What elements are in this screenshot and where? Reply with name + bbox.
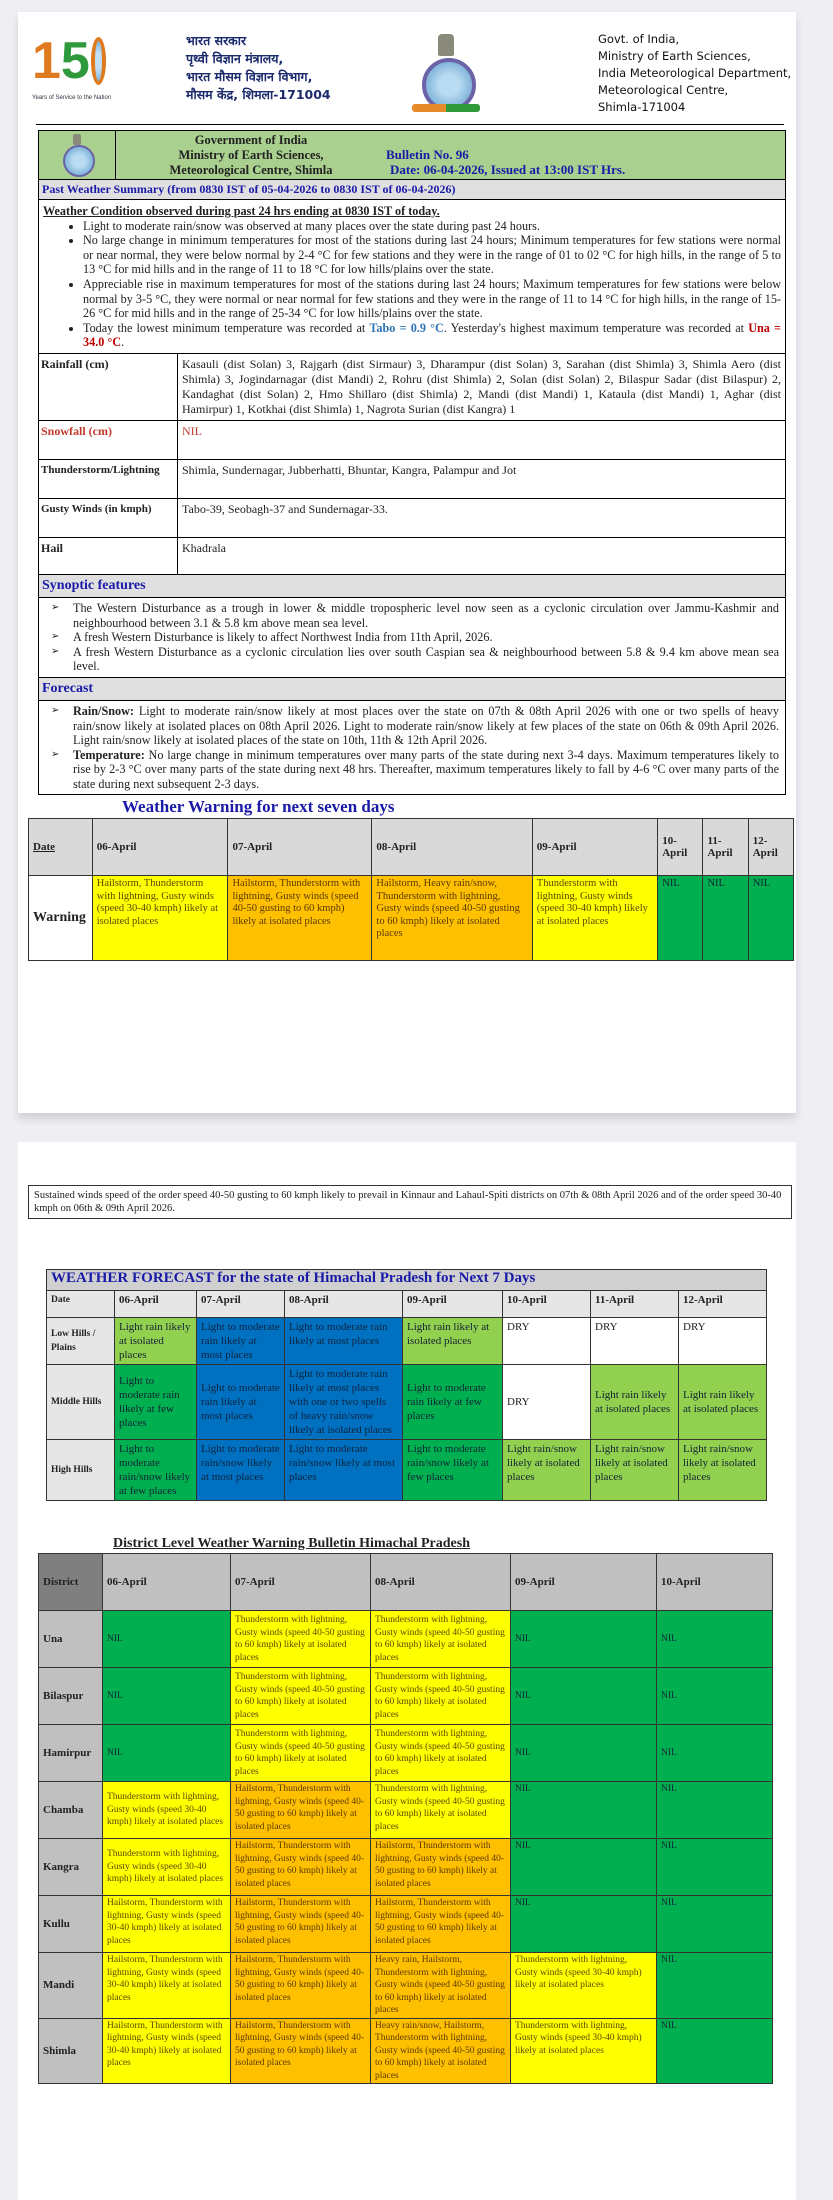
district-warning-cell: Hailstorm, Thunderstorm with lightning, Gusty winds (speed 40-50 gusting to 60 kmph) likely at isolated places (231, 2018, 371, 2084)
synoptic-heading: Synoptic features (39, 574, 785, 598)
district-warning-cell: NIL (657, 1896, 773, 1953)
district-warning-cell: Heavy rain, Hailstorm, Thunderstorm with lightning, Gusty winds (speed 40-50 gusting to 60 kmph) likely at isolated places (371, 1953, 511, 2019)
district-warning-cell: NIL (103, 1611, 231, 1668)
warning-cell: Hailstorm, Thunderstorm with lightning, Gusty winds (speed 30-40 kmph) likely at isolated places (92, 876, 228, 961)
district-warning-cell: NIL (103, 1725, 231, 1782)
english-line: India Meteorological Department, (598, 66, 792, 80)
forecast-row (47, 1440, 767, 1501)
district-warning-cell: NIL (511, 1725, 657, 1782)
forecast-cell: Light to moderate rain likely at most places (197, 1365, 285, 1440)
district-name: Bilaspur (39, 1668, 103, 1725)
forecast-cell: Light to moderate rain/snow likely at few places (403, 1440, 503, 1501)
district-warning-cell: NIL (511, 1782, 657, 1839)
obs-text: Today the lowest minimum temperature was recorded at (83, 320, 370, 335)
district-warning-cell: Thunderstorm with lightning, Gusty winds (speed 30-40 kmph) likely at isolated places (511, 1953, 657, 2019)
day-header: 10-April (657, 1554, 773, 1611)
imd-emblem-icon (406, 34, 486, 116)
day-header: 09-April (511, 1554, 657, 1611)
forecast-cell: Light to moderate rain likely at most places with one or two spells of heavy rain/snow likely at isolated places (285, 1365, 403, 1440)
forecast-heading: Forecast (39, 677, 785, 701)
observation-item: • Light to moderate rain/snow was observed at many places over the state during past 24 hours. (83, 219, 781, 234)
district-row (39, 1668, 773, 1725)
temperature-text: No large change in minimum temperatures over many parts of the state during next 3-4 days. Maximum temperatures likely to rise by 2-3 °C over many parts of the state during next 48 hrs. Thereafter, maximum temperatures likely to fall by 4-6 °C over many parts of the state during next subsequent 2-3 days. (73, 747, 779, 791)
district-row (39, 1839, 773, 1896)
district-row (39, 1953, 773, 2019)
district-warning-cell: Hailstorm, Thunderstorm with lightning, Gusty winds (speed 40-50 gusting to 60 kmph) likely at isolated places (231, 1896, 371, 1953)
district-row (39, 1725, 773, 1782)
warning-cell: Thunderstorm with lightning, Gusty winds (speed 30-40 kmph) likely at isolated places (532, 876, 657, 961)
forecast-table-title: WEATHER FORECAST for the state of Himachal Pradesh for Next 7 Days (47, 1270, 767, 1291)
english-line: Ministry of Earth Sciences, (598, 49, 751, 63)
forecast-row (47, 1318, 767, 1365)
district-name: Chamba (39, 1782, 103, 1839)
seven-day-forecast-table (46, 1269, 767, 1501)
forecast-cell: DRY (503, 1318, 591, 1365)
warning-row (29, 876, 794, 961)
district-name: Una (39, 1611, 103, 1668)
day-header: 10-April (658, 819, 703, 876)
day-header: 06-April (103, 1554, 231, 1611)
issuer-line: Government of India (194, 133, 308, 147)
seven-day-warning-table (28, 818, 794, 961)
sustained-winds-note: Sustained winds speed of the order speed 40-50 gusting to 60 kmph likely to prevail in Kinnaur and Lahaul-Spiti districts on 07th & 08th April 2026 and of the order speed 30-40 kmph on 06th & 09th April 2026. (28, 1185, 792, 1219)
forecast-temperature (73, 748, 779, 792)
forecast-cell: Light to moderate rain likely at most places (197, 1318, 285, 1365)
warning-cell: Hailstorm, Heavy rain/snow, Thunderstorm with lightning, Gusty winds (speed 40-50 gusting to 60 kmph) likely at isolated places (372, 876, 532, 961)
district-header-row (39, 1554, 773, 1611)
district-warning-cell: Thunderstorm with lightning, Gusty winds (speed 40-50 gusting to 60 kmph) likely at isolated places (371, 1782, 511, 1839)
district-warning-cell: Heavy rain/snow, Hailstorm, Thunderstorm with lightning, Gusty winds (speed 40-50 gusting to 60 kmph) likely at isolated places (371, 2018, 511, 2084)
thunderstorm-label: Thunderstorm/Lightning (39, 460, 178, 498)
obs-text: . Yesterday's highest maximum temperature was recorded at (443, 320, 749, 335)
district-warning-cell: Thunderstorm with lightning, Gusty winds (speed 40-50 gusting to 60 kmph) likely at isolated places (371, 1725, 511, 1782)
gusty-winds-value: Tabo-39, Seobagh-37 and Sundernagar-33. (182, 501, 388, 516)
english-line: Govt. of India, (598, 32, 680, 46)
district-warning-cell: Hailstorm, Thunderstorm with lightning, Gusty winds (speed 30-40 kmph) likely at isolated places (103, 1896, 231, 1953)
district-warning-cell: Thunderstorm with lightning, Gusty winds (speed 40-50 gusting to 60 kmph) likely at isolated places (231, 1668, 371, 1725)
district-name: Hamirpur (39, 1725, 103, 1782)
date-header: Date (47, 1291, 115, 1318)
english-line: Shimla-171004 (598, 100, 686, 114)
day-header: 10-April (503, 1291, 591, 1318)
region-label: High Hills (47, 1440, 115, 1501)
district-warning-cell: Thunderstorm with lightning, Gusty winds (speed 30-40 kmph) likely at isolated places (103, 1782, 231, 1839)
district-row (39, 2018, 773, 2084)
forecast-cell: DRY (679, 1318, 767, 1365)
observation-item: • No large change in minimum temperatures for most of the stations during last 24 hours; Minimum temperatures for few stations were normal or near normal, they were below normal by 2-4 °C for few stations and they were in the range of 01 to 02 °C for high hills, in the range of 5 to 13 °C for mid hills and in the range of 11 to 18 °C for low hills/plains over the state. (83, 233, 781, 277)
hindi-line: भारत मौसम विज्ञान विभाग, (186, 69, 313, 84)
observation-item (83, 321, 781, 350)
district-warning-cell: Thunderstorm with lightning, Gusty winds (speed 40-50 gusting to 60 kmph) likely at isolated places (231, 1611, 371, 1668)
hail-value: Khadrala (182, 540, 226, 555)
hindi-line: पृथ्वी विज्ञान मंत्रालय, (186, 51, 284, 66)
day-header: 12-April (679, 1291, 767, 1318)
district-warning-title: District Level Weather Warning Bulletin Himachal Pradesh (113, 1536, 470, 1551)
bulletin-number: Bulletin No. 96 (386, 147, 469, 162)
district-warning-cell: NIL (657, 1668, 773, 1725)
observations (39, 200, 785, 353)
forecast-cell: Light rain/snow likely at isolated places (679, 1440, 767, 1501)
logo-tagline: Years of Service to the Nation (32, 95, 112, 101)
english-address (598, 31, 791, 116)
day-header: 06-April (92, 819, 228, 876)
forecast-cell: Light to moderate rain likely at few places (115, 1365, 197, 1440)
rainfall-label: Rainfall (cm) (39, 354, 178, 420)
snowfall-label: Snowfall (cm) (39, 421, 178, 459)
district-warning-cell: Hailstorm, Thunderstorm with lightning, Gusty winds (speed 30-40 kmph) likely at isolated places (103, 2018, 231, 2084)
warning-cell: NIL (658, 876, 703, 961)
date-header: Date (29, 819, 93, 876)
bulletin-date: Date: 06-04-2026, Issued at 13:00 IST Hrs. (390, 162, 626, 177)
warning-cell: NIL (703, 876, 748, 961)
warning-cell: NIL (748, 876, 793, 961)
district-name: Kullu (39, 1896, 103, 1953)
hindi-address (186, 32, 331, 104)
forecast-cell: Light rain/snow likely at isolated places (503, 1440, 591, 1501)
district-header: District (39, 1554, 103, 1611)
district-warning-cell: Hailstorm, Thunderstorm with lightning, Gusty winds (speed 40-50 gusting to 60 kmph) likely at isolated places (231, 1782, 371, 1839)
hindi-line: मौसम केंद्र, शिमला-171004 (186, 87, 331, 102)
snowfall-value: NIL (182, 423, 202, 438)
bulletin-issuer (116, 131, 386, 179)
rainfall-value: Kasauli (dist Solan) 3, Rajgarh (dist Sirmaur) 3, Dharampur (dist Solan) 3, Sarahan (dist Shimla) 3, Shimla Aero (dist Shimla) 3, Jogindarnagar (dist Mandi) 2, Rohru (dist Shimla) 2, Solan (dist Solan) 2, Bilaspur Sadar (dist Bilaspur) 2, Kandaghat (dist Solan) 2, Hmo Shillaro (dist Shimla) 2, Mandi (dist Mandi) 1, Kataula (dist Mandi) 1, Aghar (dist Hamirpur) 1, Kotkhai (dist Shimla) 1, Nagrota Surian (dist Kangra) 1 (182, 356, 781, 416)
snowfall-row (39, 420, 785, 459)
forecast-cell: Light rain/snow likely at isolated places (591, 1440, 679, 1501)
day-header: 12-April (748, 819, 793, 876)
issuer-line: Meteorological Centre, Shimla (169, 163, 333, 177)
hindi-line: भारत सरकार (186, 33, 247, 48)
district-warning-cell: NIL (103, 1668, 231, 1725)
hail-row (39, 537, 785, 574)
thunderstorm-value: Shimla, Sundernagar, Jubberhatti, Bhuntar, Kangra, Palampur and Jot (182, 462, 517, 477)
imd-150-years-logo-icon: 1 5 Years of Service to the Nation (32, 32, 112, 101)
region-label: Middle Hills (47, 1365, 115, 1440)
rainfall-row (39, 353, 785, 420)
district-warning-cell: Hailstorm, Thunderstorm with lightning, Gusty winds (speed 30-40 kmph) likely at isolated places (103, 1953, 231, 2019)
district-warning-cell: NIL (657, 1839, 773, 1896)
synoptic-list (39, 598, 785, 677)
region-label: Low Hills / Plains (47, 1318, 115, 1365)
district-row (39, 1896, 773, 1953)
rain-snow-label: Rain/Snow: (73, 703, 134, 718)
forecast-rain-snow (73, 704, 779, 748)
day-header: 08-April (285, 1291, 403, 1318)
district-warning-cell: NIL (657, 1725, 773, 1782)
synoptic-item: ➢ The Western Disturbance as a trough in lower & middle tropospheric level now seen as a cyclonic circulation over Jammu-Kashmir and neighbourhood between 3.1 & 5.8 km above mean sea level. (73, 601, 779, 630)
district-name: Kangra (39, 1839, 103, 1896)
district-warning-cell: Thunderstorm with lightning, Gusty winds (speed 40-50 gusting to 60 kmph) likely at isolated places (371, 1668, 511, 1725)
synoptic-item: ➢ A fresh Western Disturbance as a cyclonic circulation lies over south Caspian sea & neighbourhood between 5.8 & 9.4 km above mean sea level. (73, 645, 779, 674)
header-divider (36, 124, 784, 125)
district-warning-table (38, 1553, 773, 2084)
bulletin-box (38, 130, 786, 795)
bulletin-page-1 (18, 12, 796, 1113)
district-warning-cell: NIL (511, 1668, 657, 1725)
observations-title: Weather Condition observed during past 24 hrs ending at 0830 IST of today. (43, 204, 440, 218)
district-warning-cell: NIL (657, 2018, 773, 2084)
district-warning-cell: Thunderstorm with lightning, Gusty winds (speed 40-50 gusting to 60 kmph) likely at isolated places (371, 1611, 511, 1668)
lowest-min-temp: Tabo = 0.9 °C (369, 320, 444, 335)
district-warning-cell: NIL (511, 1839, 657, 1896)
day-header: 09-April (532, 819, 657, 876)
district-warning-cell: Hailstorm, Thunderstorm with lightning, Gusty winds (speed 40-50 gusting to 60 kmph) likely at isolated places (371, 1896, 511, 1953)
day-header: 11-April (591, 1291, 679, 1318)
district-warning-cell: Hailstorm, Thunderstorm with lightning, Gusty winds (speed 40-50 gusting to 60 kmph) likely at isolated places (231, 1953, 371, 2019)
forecast-cell: Light to moderate rain likely at most places (285, 1318, 403, 1365)
district-warning-cell: NIL (657, 1611, 773, 1668)
district-warning-cell: NIL (511, 1611, 657, 1668)
hail-label: Hail (39, 538, 178, 574)
forecast-cell: DRY (591, 1318, 679, 1365)
district-warning-cell: Thunderstorm with lightning, Gusty winds (speed 40-50 gusting to 60 kmph) likely at isolated places (231, 1725, 371, 1782)
district-name: Mandi (39, 1953, 103, 2019)
forecast-cell: Light to moderate rain/snow likely at few places (115, 1440, 197, 1501)
bulletin-header (39, 131, 785, 180)
bulletin-meta (386, 131, 785, 179)
district-warning-cell: Thunderstorm with lightning, Gusty winds (speed 30-40 kmph) likely at isolated places (511, 2018, 657, 2084)
district-name: Shimla (39, 2018, 103, 2084)
thunderstorm-row (39, 459, 785, 498)
day-header: 07-April (231, 1554, 371, 1611)
warning-header-row (29, 819, 794, 876)
english-line: Meteorological Centre, (598, 83, 729, 97)
day-header: 07-April (228, 819, 372, 876)
forecast-cell: Light to moderate rain likely at few places (403, 1365, 503, 1440)
day-header: 07-April (197, 1291, 285, 1318)
warning-row-label: Warning (29, 876, 93, 961)
issuer-line: Ministry of Earth Sciences, (178, 148, 324, 162)
forecast-cell: Light to moderate rain/snow likely at most places (197, 1440, 285, 1501)
synoptic-item: ➢ A fresh Western Disturbance is likely to affect Northwest India from 11th April, 2026. (73, 630, 779, 645)
forecast-cell: Light rain likely at isolated places (679, 1365, 767, 1440)
district-warning-cell: NIL (657, 1782, 773, 1839)
district-row (39, 1782, 773, 1839)
bulletin-page-2 (18, 1142, 796, 2200)
forecast-cell: Light rain likely at isolated places (403, 1318, 503, 1365)
district-warning-cell: NIL (657, 1953, 773, 2019)
day-header: 06-April (115, 1291, 197, 1318)
district-warning-cell: Hailstorm, Thunderstorm with lightning, Gusty winds (speed 40-50 gusting to 60 kmph) likely at isolated places (231, 1839, 371, 1896)
forecast-cell: Light rain likely at isolated places (591, 1365, 679, 1440)
district-warning-cell: Hailstorm, Thunderstorm with lightning, Gusty winds (speed 40-50 gusting to 60 kmph) likely at isolated places (371, 1839, 511, 1896)
seven-day-warning-title: Weather Warning for next seven days (122, 797, 395, 817)
day-header: 08-April (372, 819, 532, 876)
letterhead (18, 12, 796, 124)
gusty-winds-row (39, 498, 785, 537)
forecast-cell: DRY (503, 1365, 591, 1440)
forecast-row (47, 1365, 767, 1440)
forecast-cell: Light to moderate rain/snow likely at most places (285, 1440, 403, 1501)
temperature-label: Temperature: (73, 747, 145, 762)
obs-text: . (121, 335, 125, 350)
forecast-header-row (47, 1291, 767, 1318)
past-summary-heading: Past Weather Summary (from 0830 IST of 05-04-2026 to 0830 IST of 06-04-2026) (39, 180, 785, 200)
district-warning-cell: Thunderstorm with lightning, Gusty winds (speed 30-40 kmph) likely at isolated places (103, 1839, 231, 1896)
gusty-winds-label: Gusty Winds (in kmph) (39, 499, 178, 537)
day-header: 11-April (703, 819, 748, 876)
highest-max-temp: Una = 34.0 °C (83, 320, 781, 350)
warning-cell: Hailstorm, Thunderstorm with lightning, Gusty winds (speed 40-50 gusting to 60 kmph) likely at isolated places (228, 876, 372, 961)
district-row (39, 1611, 773, 1668)
day-header: 09-April (403, 1291, 503, 1318)
district-warning-cell: NIL (511, 1896, 657, 1953)
rain-snow-text: Light to moderate rain/snow likely at most places over the state on 07th & 08th April 2026 with one or two spells of heavy rain/snow likely at isolated places on 08th April 2026. Light to moderate rain/snow likely at few places of the state on 06th & 09th April 2026. Light rain/snow likely at isolated places of the state on 10th, 11th & 12th April 2026. (73, 703, 779, 748)
observation-item: • Appreciable rise in maximum temperatures for most of the stations during last 24 hours; Maximum temperatures for few stations were below normal by 3-5 °C, they were normal or near normal for few stations and they were in the range of 11 to 14 °C for high hills, in the range of 15-26 °C for mid hills and in the range of 25-34 °C for low hills/plains over the state. (83, 277, 781, 321)
day-header: 08-April (371, 1554, 511, 1611)
imd-small-emblem-icon (39, 131, 116, 179)
forecast-cell: Light rain likely at isolated places (115, 1318, 197, 1365)
forecast-list (39, 701, 785, 795)
